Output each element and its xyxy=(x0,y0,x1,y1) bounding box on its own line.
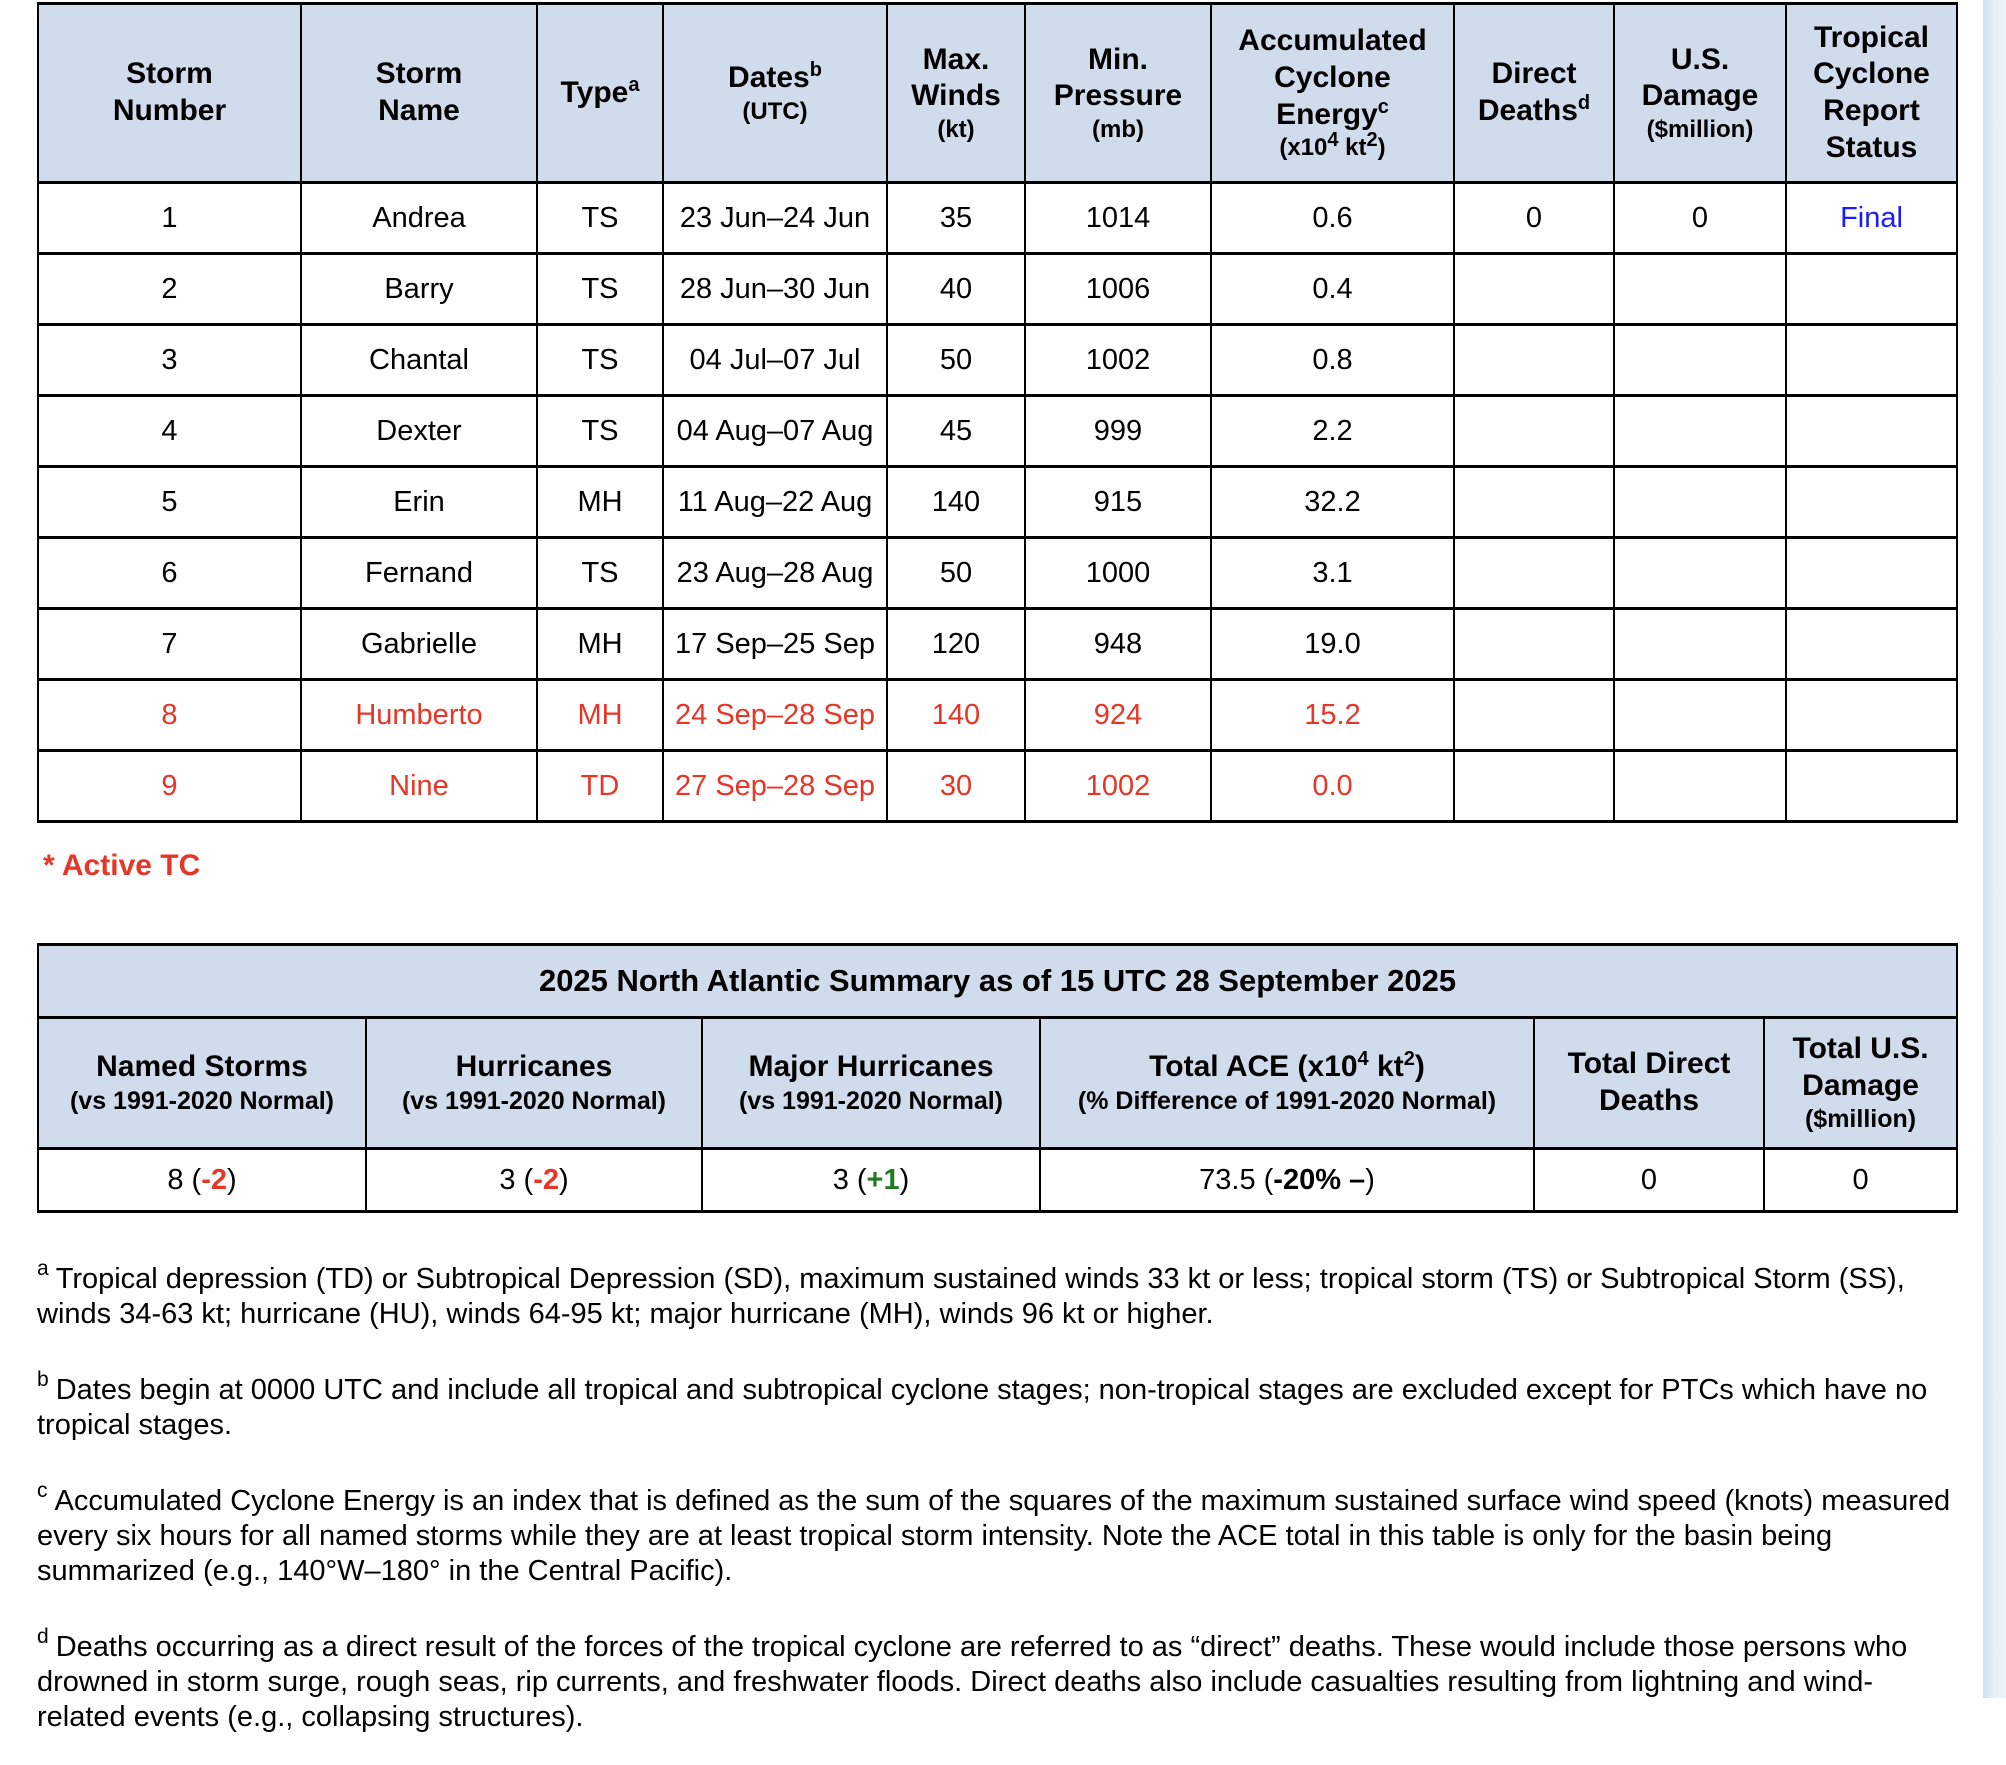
storm-dates-cell: 27 Sep–28 Sep xyxy=(663,751,887,822)
us-damage-cell xyxy=(1614,751,1786,822)
max-winds-cell: 50 xyxy=(887,325,1025,396)
footnote-text: Dates begin at 0000 UTC and include all tropical and subtropical cyclone stages; non-tropical stages are excluded except for PTCs which have no tropical stages. xyxy=(37,1374,1928,1441)
max-winds-cell: 120 xyxy=(887,609,1025,680)
storm-row xyxy=(38,609,1957,680)
min-pressure-cell: 948 xyxy=(1025,609,1211,680)
storm-type-cell: TD xyxy=(537,751,663,822)
storm-type-cell: MH xyxy=(537,467,663,538)
total-direct-deaths-value: 0 xyxy=(1534,1149,1764,1212)
storm-number-cell: 5 xyxy=(38,467,301,538)
storm-type-cell: TS xyxy=(537,183,663,254)
storm-number-cell: 4 xyxy=(38,396,301,467)
min-pressure-cell: 1002 xyxy=(1025,751,1211,822)
storm-type-cell: TS xyxy=(537,325,663,396)
storm-dates-cell: 04 Jul–07 Jul xyxy=(663,325,887,396)
us-damage-cell xyxy=(1614,538,1786,609)
summary-header-row xyxy=(38,1018,1957,1149)
direct-deaths-cell xyxy=(1454,325,1614,396)
summary-title-row xyxy=(38,945,1957,1018)
storm-name-cell: Humberto xyxy=(301,680,537,751)
ace-cell: 0.6 xyxy=(1211,183,1454,254)
storm-row xyxy=(38,467,1957,538)
col-header-named-storms: Named Storms (vs 1991-2020 Normal) xyxy=(38,1018,366,1149)
col-header-major-hurricanes: Major Hurricanes (vs 1991-2020 Normal) xyxy=(702,1018,1040,1149)
tcr-status-cell xyxy=(1786,183,1957,254)
min-pressure-cell: 1014 xyxy=(1025,183,1211,254)
storm-row xyxy=(38,183,1957,254)
max-winds-cell: 140 xyxy=(887,680,1025,751)
min-pressure-cell: 1006 xyxy=(1025,254,1211,325)
direct-deaths-cell xyxy=(1454,254,1614,325)
col-header-max-winds: Max. Winds (kt) xyxy=(887,4,1025,183)
direct-deaths-cell xyxy=(1454,680,1614,751)
page-content xyxy=(37,2,1956,1765)
tcr-status-cell xyxy=(1786,609,1957,680)
max-winds-cell: 30 xyxy=(887,751,1025,822)
footnote-b xyxy=(37,1362,1956,1443)
storm-number-cell: 6 xyxy=(38,538,301,609)
min-pressure-cell: 999 xyxy=(1025,396,1211,467)
footnotes-section xyxy=(37,1251,1956,1735)
col-header-total-direct-deaths: Total Direct Deaths xyxy=(1534,1018,1764,1149)
storm-number-cell: 3 xyxy=(38,325,301,396)
ace-cell: 0.4 xyxy=(1211,254,1454,325)
storm-type-cell: TS xyxy=(537,254,663,325)
storm-number-cell: 9 xyxy=(38,751,301,822)
footnote-a xyxy=(37,1251,1956,1332)
storm-row xyxy=(38,751,1957,822)
storm-number-cell: 1 xyxy=(38,183,301,254)
max-winds-cell: 45 xyxy=(887,396,1025,467)
footnote-text: Tropical depression (TD) or Subtropical Depression (SD), maximum sustained winds 33 kt or less; tropical storm (TS) or Subtropical Storm (SS), winds 34-63 kt; hurricane (HU), winds 64-95 kt; major hurricane (MH), winds 96 kt or higher. xyxy=(37,1263,1905,1330)
storm-type-cell: TS xyxy=(537,538,663,609)
total-us-damage-value: 0 xyxy=(1764,1149,1957,1212)
storm-name-cell: Erin xyxy=(301,467,537,538)
col-header-ace: Accumulated Cyclone Energy$^c$ ($x10^4$ $kt^2$) xyxy=(1211,4,1454,183)
storm-name-cell: Dexter xyxy=(301,396,537,467)
min-pressure-cell: 915 xyxy=(1025,467,1211,538)
storm-table-body xyxy=(38,183,1957,822)
ace-cell: 32.2 xyxy=(1211,467,1454,538)
footnote-text: Accumulated Cyclone Energy is an index that is defined as the sum of the squares of the maximum sustained surface wind speed (knots) measured every six hours for all named storms while they are at least tropical storm intensity. Note the ACE total in this table is only for the basin being summarized (e.g., 140°W–180° in the Central Pacific). xyxy=(37,1485,1951,1587)
col-header-storm-name: Storm Name xyxy=(301,4,537,183)
storm-table-header-row xyxy=(38,4,1957,183)
footnote-marker: b xyxy=(37,1368,49,1391)
tcr-status-cell xyxy=(1786,680,1957,751)
storm-row xyxy=(38,538,1957,609)
direct-deaths-cell xyxy=(1454,467,1614,538)
storm-dates-cell: 23 Jun–24 Jun xyxy=(663,183,887,254)
storm-number-cell: 2 xyxy=(38,254,301,325)
tcr-status-cell xyxy=(1786,538,1957,609)
named-storms-value: 8 (-2) xyxy=(38,1149,366,1212)
tcr-status-link[interactable]: Final xyxy=(1840,201,1903,234)
season-summary-table xyxy=(37,943,1958,1213)
storm-type-cell: TS xyxy=(537,396,663,467)
tcr-status-cell xyxy=(1786,751,1957,822)
storm-dates-cell: 17 Sep–25 Sep xyxy=(663,609,887,680)
col-header-total-us-damage: Total U.S. Damage ($million) xyxy=(1764,1018,1957,1149)
storm-name-cell: Andrea xyxy=(301,183,537,254)
col-header-dates: Dates$^b$ (UTC) xyxy=(663,4,887,183)
tcr-status-cell xyxy=(1786,254,1957,325)
direct-deaths-cell: 0 xyxy=(1454,183,1614,254)
col-header-hurricanes: Hurricanes (vs 1991-2020 Normal) xyxy=(366,1018,702,1149)
storm-dates-cell: 23 Aug–28 Aug xyxy=(663,538,887,609)
storm-name-cell: Fernand xyxy=(301,538,537,609)
us-damage-cell: 0 xyxy=(1614,183,1786,254)
ace-cell: 3.1 xyxy=(1211,538,1454,609)
direct-deaths-cell xyxy=(1454,609,1614,680)
direct-deaths-cell xyxy=(1454,396,1614,467)
col-header-total-ace: Total ACE ($x10^4$ $kt^2$) (% Difference of 1991-2020 Normal) xyxy=(1040,1018,1534,1149)
total-ace-value: 73.5 (-20% –) xyxy=(1040,1149,1534,1212)
storm-type-cell: MH xyxy=(537,609,663,680)
storm-name-cell: Gabrielle xyxy=(301,609,537,680)
col-header-min-pressure: Min. Pressure (mb) xyxy=(1025,4,1211,183)
storm-dates-cell: 24 Sep–28 Sep xyxy=(663,680,887,751)
storm-dates-cell: 11 Aug–22 Aug xyxy=(663,467,887,538)
us-damage-cell xyxy=(1614,254,1786,325)
hurricanes-value: 3 (-2) xyxy=(366,1149,702,1212)
ace-cell: 0.0 xyxy=(1211,751,1454,822)
direct-deaths-cell xyxy=(1454,538,1614,609)
us-damage-cell xyxy=(1614,680,1786,751)
min-pressure-cell: 924 xyxy=(1025,680,1211,751)
storm-number-cell: 7 xyxy=(38,609,301,680)
footnote-marker: d xyxy=(37,1625,49,1648)
tcr-status-cell xyxy=(1786,467,1957,538)
col-header-type: Type$^a$ xyxy=(537,4,663,183)
col-header-storm-number: Storm Number xyxy=(38,4,301,183)
footnote-c xyxy=(37,1473,1956,1589)
max-winds-cell: 140 xyxy=(887,467,1025,538)
ace-cell: 15.2 xyxy=(1211,680,1454,751)
summary-values-row xyxy=(38,1149,1957,1212)
footnote-marker: c xyxy=(37,1479,48,1502)
ace-cell: 19.0 xyxy=(1211,609,1454,680)
ace-cell: 2.2 xyxy=(1211,396,1454,467)
summary-title: 2025 North Atlantic Summary as of 15 UTC 28 September 2025 xyxy=(38,945,1957,1018)
max-winds-cell: 50 xyxy=(887,538,1025,609)
storm-row xyxy=(38,254,1957,325)
storm-row xyxy=(38,396,1957,467)
storm-type-cell: MH xyxy=(537,680,663,751)
major-hurricanes-value: 3 (+1) xyxy=(702,1149,1040,1212)
footnote-d xyxy=(37,1619,1956,1735)
us-damage-cell xyxy=(1614,325,1786,396)
col-header-us-damage: U.S. Damage ($million) xyxy=(1614,4,1786,183)
storm-dates-cell: 04 Aug–07 Aug xyxy=(663,396,887,467)
vertical-scrollbar-track[interactable] xyxy=(1983,0,2006,1698)
max-winds-cell: 35 xyxy=(887,183,1025,254)
min-pressure-cell: 1002 xyxy=(1025,325,1211,396)
storm-row xyxy=(38,325,1957,396)
tcr-status-cell xyxy=(1786,396,1957,467)
ace-cell: 0.8 xyxy=(1211,325,1454,396)
tcr-status-cell xyxy=(1786,325,1957,396)
storm-row xyxy=(38,680,1957,751)
storm-dates-cell: 28 Jun–30 Jun xyxy=(663,254,887,325)
active-tc-note: * Active TC xyxy=(43,849,201,882)
storm-summary-table xyxy=(37,2,1958,823)
storm-name-cell: Nine xyxy=(301,751,537,822)
storm-name-cell: Chantal xyxy=(301,325,537,396)
us-damage-cell xyxy=(1614,467,1786,538)
storm-name-cell: Barry xyxy=(301,254,537,325)
storm-number-cell: 8 xyxy=(38,680,301,751)
us-damage-cell xyxy=(1614,609,1786,680)
min-pressure-cell: 1000 xyxy=(1025,538,1211,609)
col-header-tcr-status: Tropical Cyclone Report Status xyxy=(1786,4,1957,183)
footnote-text: Deaths occurring as a direct result of the forces of the tropical cyclone are referred to as “direct” deaths. These would include those persons who drowned in storm surge, rough seas, rip currents, and freshwater floods. Direct deaths also include casualties resulting from lightning and wind-related events (e.g., collapsing structures). xyxy=(37,1631,1908,1733)
max-winds-cell: 40 xyxy=(887,254,1025,325)
us-damage-cell xyxy=(1614,396,1786,467)
direct-deaths-cell xyxy=(1454,751,1614,822)
col-header-direct-deaths: Direct Deaths$^d$ xyxy=(1454,4,1614,183)
footnote-marker: a xyxy=(37,1257,49,1280)
